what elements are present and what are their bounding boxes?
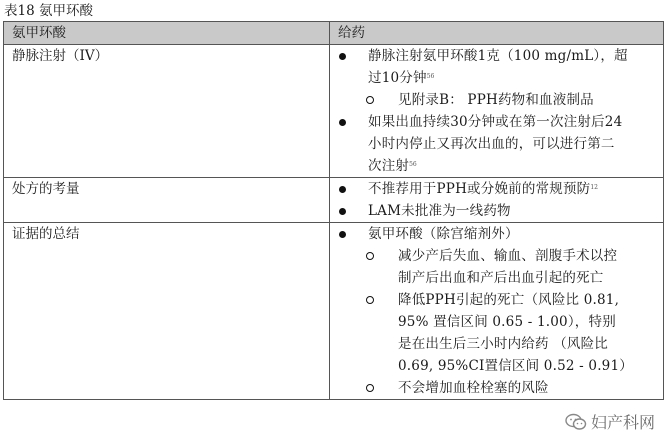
reference-superscript: 12 xyxy=(590,184,598,191)
list-item-text: 静脉注射氨甲环酸1克（100 mg/mL），超 过10分钟 xyxy=(368,48,628,86)
list-item-text: 氨甲环酸（除宫缩剂外） xyxy=(368,226,519,242)
list-item-text: 见附录B： PPH药物和血液制品 xyxy=(398,92,594,108)
hollow-bullet-icon xyxy=(366,252,374,260)
row-label: 静脉注射（IV） xyxy=(4,45,330,178)
bullet-icon xyxy=(339,53,346,60)
list-item xyxy=(330,200,663,222)
hollow-bullet-icon xyxy=(366,296,374,304)
list-item-text: 减少产后失血、输血、剖腹手术以控 制产后出血和产后出血引起的死亡 xyxy=(398,248,618,286)
hollow-bullet-icon xyxy=(366,96,374,104)
bullet-icon xyxy=(339,231,346,238)
header-drug-name: 氨甲环酸 xyxy=(4,22,330,45)
row-content xyxy=(330,45,664,178)
list-item xyxy=(330,223,663,245)
list-item-text: 不会增加血栓栓塞的风险 xyxy=(398,380,549,396)
header-dosing: 给药 xyxy=(330,22,664,45)
sub-list-item xyxy=(330,245,663,289)
table-caption: 表18 氨甲环酸 xyxy=(4,3,93,19)
list-item xyxy=(330,111,663,177)
row-content xyxy=(330,223,664,400)
list-item-text: 如果出血持续30分钟或在第一次注射后24 小时内停止又再次出血的，可以进行第二 次注射 xyxy=(368,114,623,174)
sub-list-item xyxy=(330,289,663,377)
watermark-text: 妇产科网 xyxy=(590,413,655,432)
row-content xyxy=(330,178,664,223)
watermark xyxy=(561,409,659,434)
wechat-icon xyxy=(565,413,587,431)
sub-list-item xyxy=(330,89,663,111)
bullet-icon xyxy=(339,186,346,193)
list-item xyxy=(330,178,663,200)
list-item-text: LAM未批准为一线药物 xyxy=(368,203,511,219)
table-row xyxy=(4,223,664,400)
sub-list-item xyxy=(330,377,663,399)
reference-superscript: 56 xyxy=(426,73,435,80)
hollow-bullet-icon xyxy=(366,384,374,392)
list-item-text: 降低PPH引起的死亡（风险比 0.81, 95% 置信区间 0.65 - 1.00），特别 是在出生后三小时内给药 （风险比 0.69, 95%CI置信区间 0.52 - 0.91） xyxy=(398,292,633,374)
list-item xyxy=(330,45,663,89)
row-label: 处方的考量 xyxy=(4,178,330,223)
table-row xyxy=(4,45,664,178)
list-item-text: 不推荐用于PPH或分娩前的常规预防 xyxy=(368,181,591,197)
table-row xyxy=(4,178,664,223)
bullet-icon xyxy=(339,119,346,126)
table-header-row xyxy=(4,22,664,45)
tranexamic-acid-table xyxy=(3,21,664,400)
reference-superscript: 56 xyxy=(409,161,417,168)
row-label: 证据的总结 xyxy=(4,223,330,400)
bullet-icon xyxy=(339,208,346,215)
